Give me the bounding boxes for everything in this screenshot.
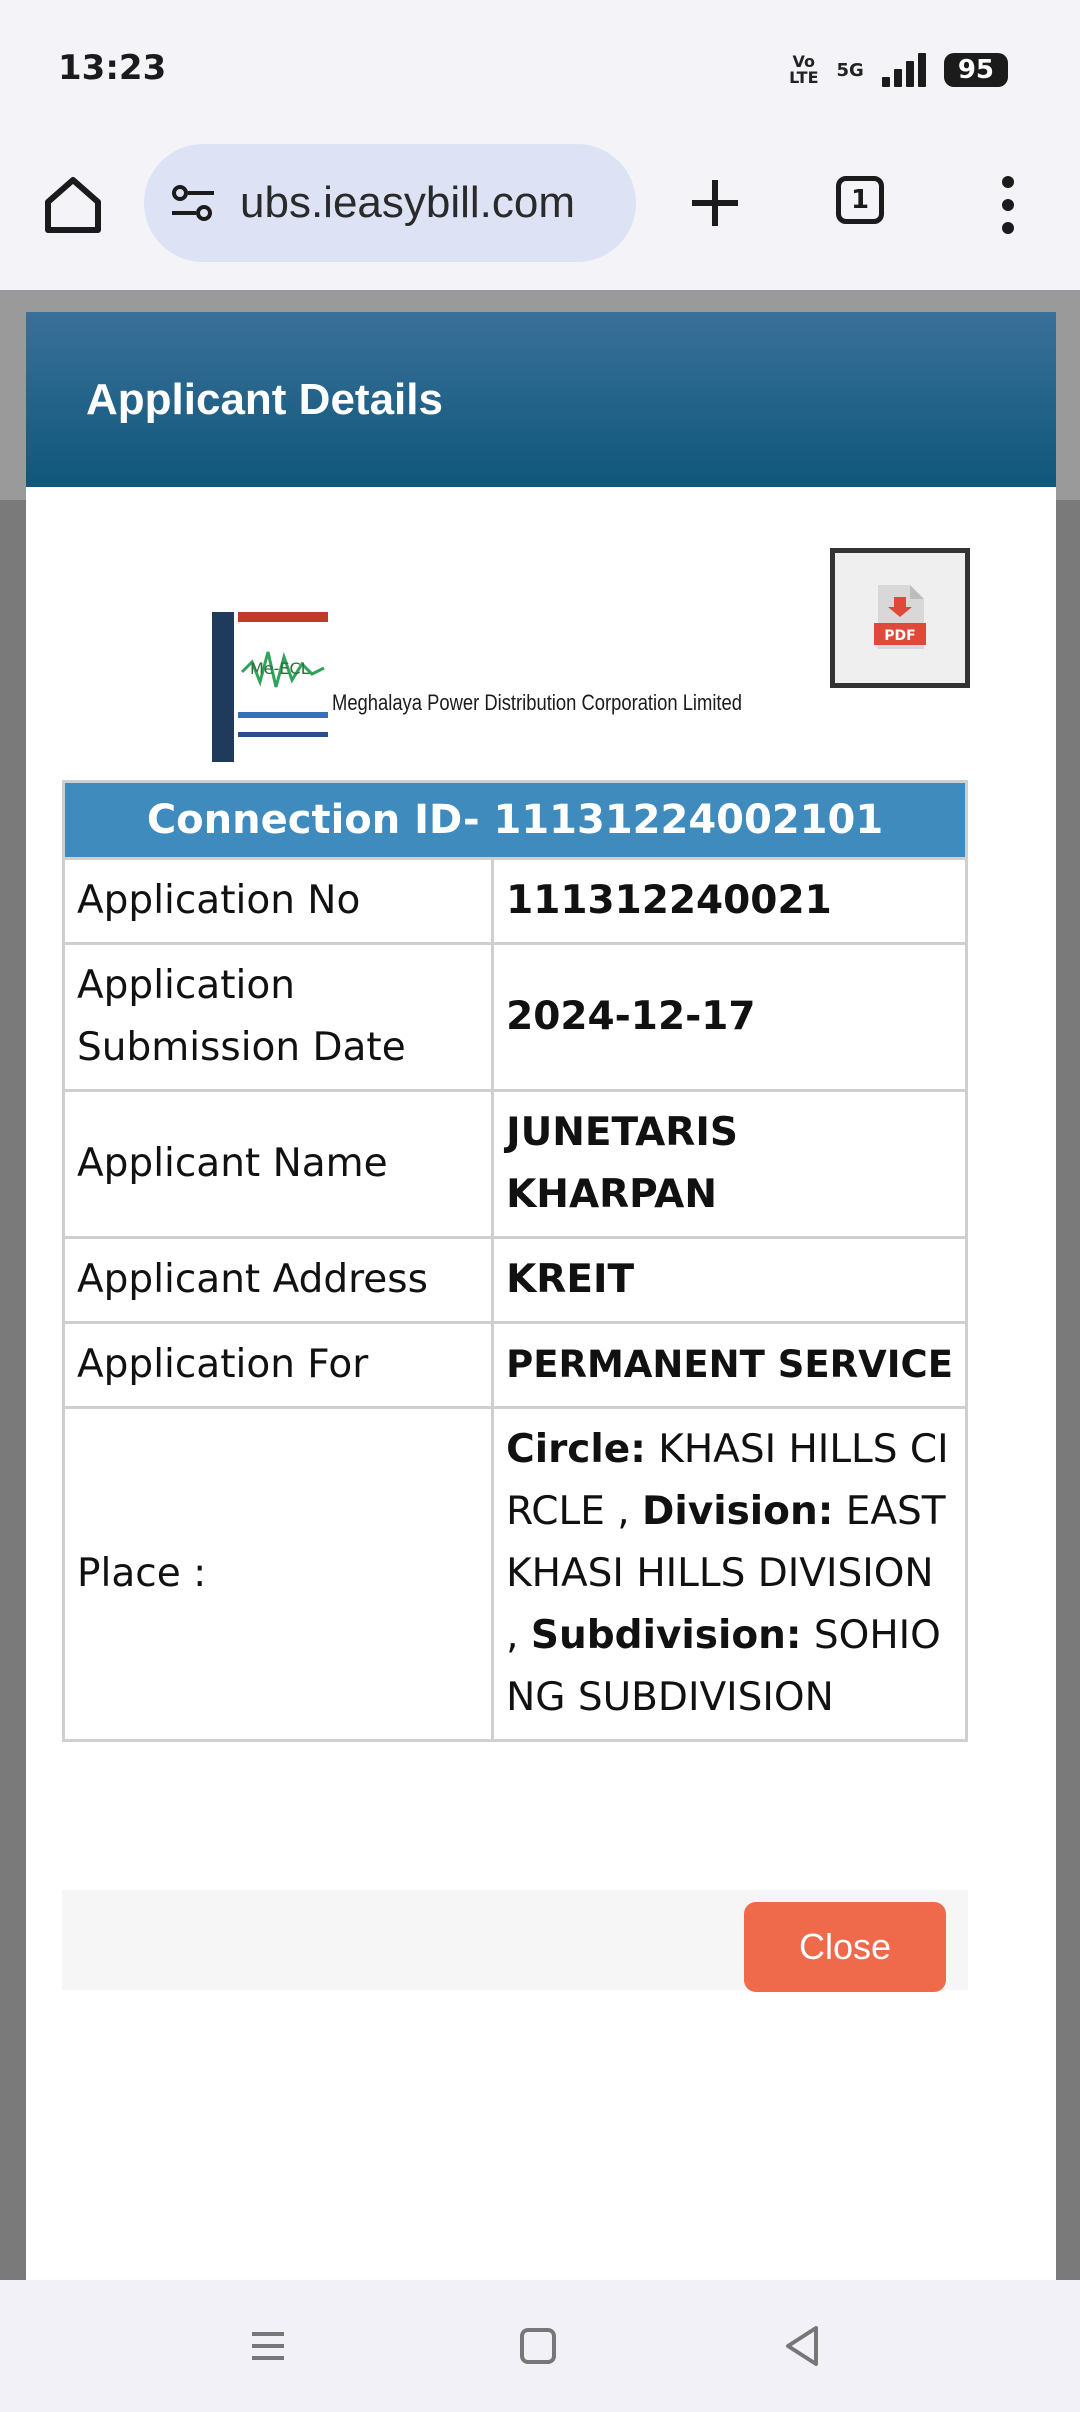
subdivision-label: Subdivision:	[530, 1613, 802, 1658]
row-label: Place :	[64, 1408, 493, 1741]
more-vertical-icon[interactable]	[990, 170, 1026, 240]
modal-footer	[62, 1890, 968, 1990]
pdf-file-icon	[870, 583, 930, 653]
battery-indicator: 95	[944, 53, 1008, 87]
row-label: Application For	[64, 1323, 493, 1408]
table-row	[64, 1238, 967, 1323]
division-value: EAST KHASI HILLS DIVISION ,	[506, 1489, 946, 1658]
modal-title: Applicant Details	[86, 374, 443, 424]
row-label: Applicant Address	[64, 1238, 493, 1323]
status-indicators	[789, 50, 1008, 90]
row-value: 2024-12-17	[493, 944, 967, 1091]
row-value: JUNETARIS KHARPAN	[493, 1091, 967, 1238]
row-label: Application No	[64, 859, 493, 944]
svg-text:Me-ECL: Me-ECL	[250, 659, 310, 678]
row-value: 111312240021	[493, 859, 967, 944]
applicant-details-table	[62, 780, 968, 1742]
pdf-download-button[interactable]	[830, 548, 970, 688]
row-label: Applicant Name	[64, 1091, 493, 1238]
circle-label: Circle:	[506, 1427, 646, 1472]
close-button[interactable]: Close	[744, 1902, 946, 1992]
tab-switcher-button[interactable]: 1	[836, 176, 884, 224]
table-row	[64, 1091, 967, 1238]
volte-indicator: Vo LTE	[789, 52, 819, 87]
row-label: Application Submission Date	[64, 944, 493, 1091]
place-value	[493, 1408, 967, 1741]
system-navigation-bar	[0, 2280, 1080, 2412]
table-row	[64, 944, 967, 1091]
recents-icon[interactable]	[238, 2316, 298, 2376]
connection-id-header: Connection ID- 11131224002101	[64, 782, 967, 859]
division-label: Division:	[642, 1489, 834, 1534]
tune-icon[interactable]	[164, 174, 222, 232]
home-icon[interactable]	[38, 170, 108, 240]
signal-icon	[882, 53, 926, 87]
back-icon[interactable]	[772, 2316, 832, 2376]
row-value: PERMANENT SERVICE	[493, 1323, 967, 1408]
subdivision-value: SOHIONG SUBDIVISION	[506, 1613, 941, 1720]
home-square-icon[interactable]	[508, 2316, 568, 2376]
network-type: 5G	[836, 59, 864, 81]
table-row	[64, 1408, 967, 1741]
logo-text: Meghalaya Power Distribution Corporation Limited	[332, 690, 742, 715]
browser-toolbar	[0, 140, 1080, 290]
row-value: KREIT	[493, 1238, 967, 1323]
circle-value: KHASI HILLS CIRCLE ,	[506, 1427, 949, 1534]
address-bar[interactable]	[144, 144, 636, 262]
plus-icon[interactable]	[680, 168, 750, 238]
table-row	[64, 859, 967, 944]
table-row	[64, 1323, 967, 1408]
svg-text:PDF: PDF	[884, 628, 916, 644]
status-time: 13:23	[58, 48, 167, 88]
status-bar	[0, 0, 1080, 140]
url-text[interactable]: ubs.ieasybill.com	[240, 178, 576, 227]
modal-header	[26, 312, 1056, 487]
